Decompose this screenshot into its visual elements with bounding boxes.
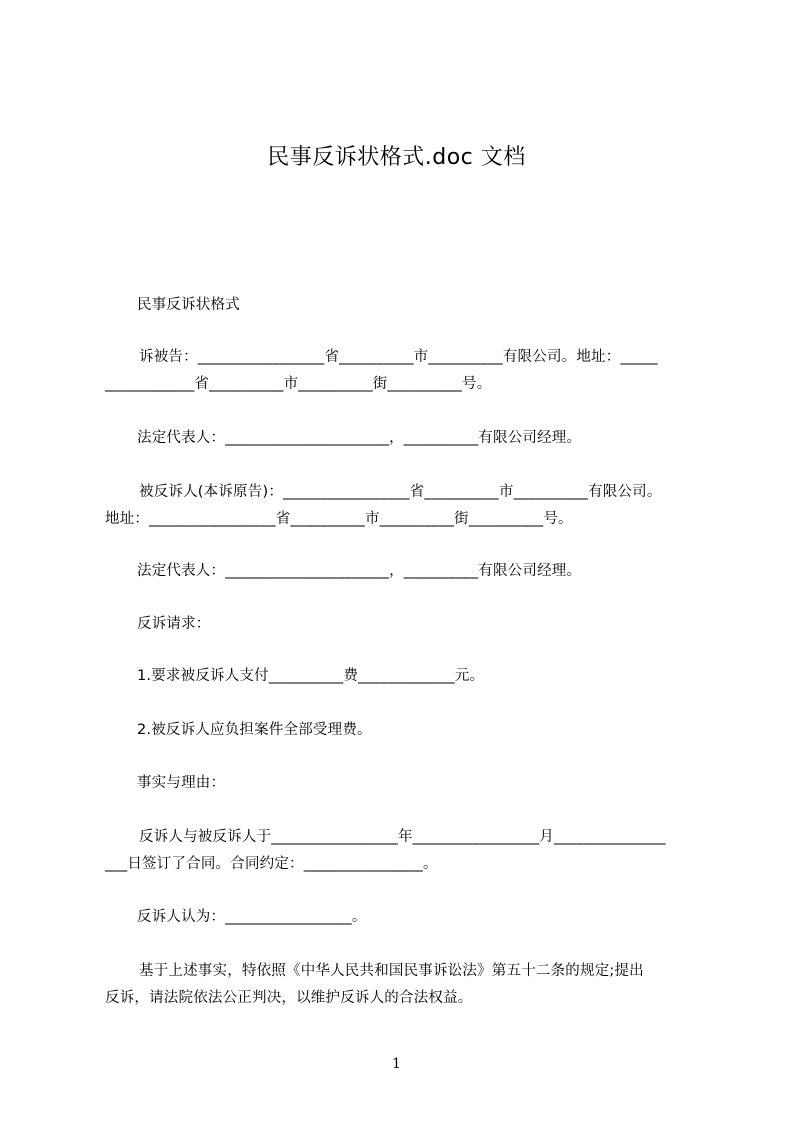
- list-item: 2.被反诉人应负担案件全部受理费。: [137, 722, 372, 738]
- paragraph-line: 地址：_________________省__________市__________街__________号。: [105, 511, 573, 527]
- paragraph-line: 法定代表人：______________________，__________有限公司经理。: [137, 430, 582, 446]
- paragraph-line: 被反诉人(本诉原告)：_________________省__________市__________有限公司。: [139, 484, 662, 500]
- paragraph-line: 反诉人认为：_________________。: [137, 909, 367, 925]
- list-item: 1.要求被反诉人支付__________费_____________元。: [137, 668, 485, 684]
- section-heading: 反诉请求：: [137, 616, 211, 632]
- paragraph-line: 诉被告：_________________省__________市__________有限公司。地址：_____: [139, 349, 658, 365]
- paragraph-line: 基于上述事实，特依照《中华人民共和国民事诉讼法》第五十二条的规定;提出: [139, 963, 644, 979]
- paragraph-line: 法定代表人：______________________，__________有限公司经理。: [137, 563, 582, 579]
- paragraph-line: 反诉人与被反诉人于_________________年_________________月_______________: [139, 829, 666, 845]
- paragraph-line: ____________省__________市__________街__________号。: [105, 376, 492, 392]
- section-heading: 民事反诉状格式: [137, 297, 240, 313]
- section-heading: 事实与理由：: [137, 775, 226, 791]
- page-number: 1: [392, 1056, 401, 1072]
- paragraph-line: ___日签订了合同。合同约定：________________。: [105, 856, 438, 872]
- paragraph-line: 反诉，请法院依法公正判决，以维护反诉人的合法权益。: [105, 990, 473, 1006]
- document-title: 民事反诉状格式.doc 文档: [267, 145, 526, 170]
